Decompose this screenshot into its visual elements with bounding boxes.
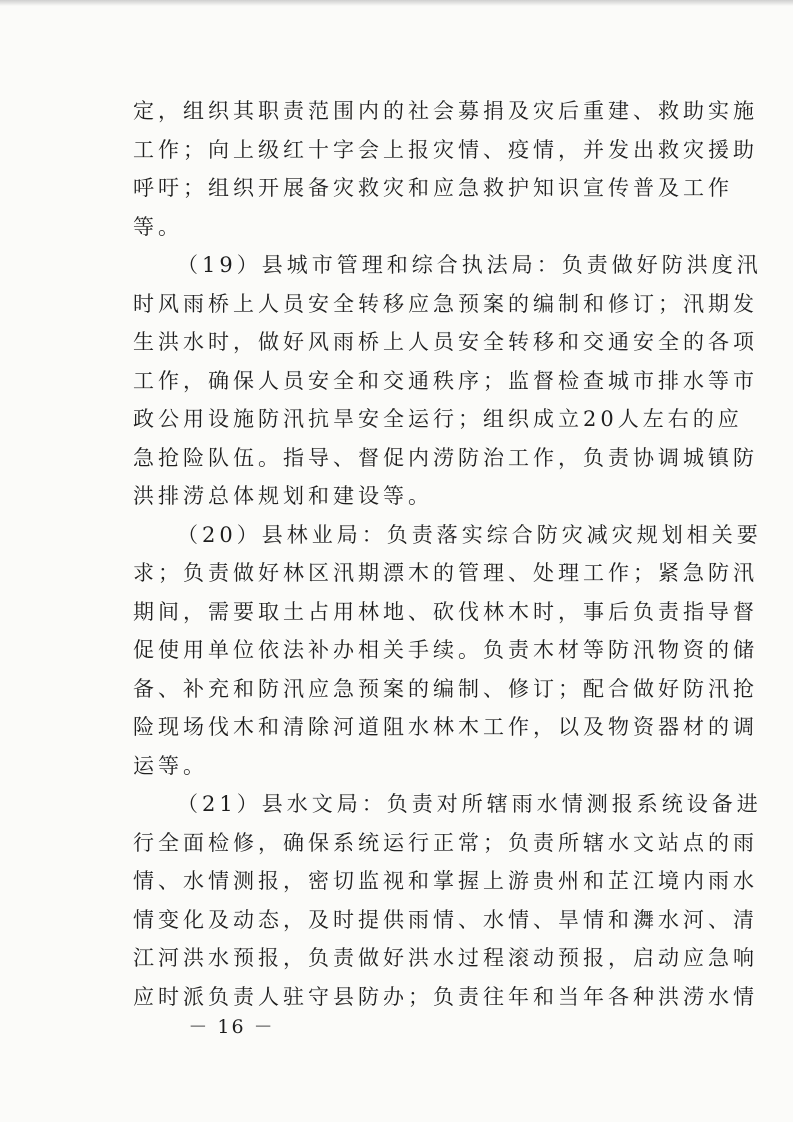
text-line: 行全面检修，确保系统运行正常；负责所辖水文站点的雨: [133, 830, 758, 855]
paragraph-start-21: （21）县水文局：负责对所辖雨水情测报系统设备进: [177, 792, 762, 816]
text-line: 江河洪水预报，负责做好洪水过程滚动预报，启动应急响: [133, 946, 758, 970]
paragraph-start-19: （19）县城市管理和综合执法局：负责做好防洪度汛: [177, 253, 762, 277]
page-number: [0, 1012, 793, 1039]
text-line: 情变化及动态，及时提供雨情、水情、旱情和㵲水河、清: [133, 907, 758, 932]
scan-edge: [0, 0, 793, 6]
text-line: 政公用设施防汛抗旱安全运行；组织成立20人左右的应: [133, 407, 743, 431]
text-line: 定，组织其职责范围内的社会募捐及灾后重建、救助实施: [133, 99, 758, 123]
text-line: 期间，需要取土占用林地、砍伐林木时，事后负责指导督: [133, 599, 758, 624]
text-line: 急抢险队伍。指导、督促内涝防治工作，负责协调城镇防: [133, 445, 758, 470]
page-number-text: － 16 －: [188, 1016, 275, 1038]
text-line: 备、补充和防汛应急预案的编制、修订；配合做好防汛抢: [133, 676, 758, 701]
text-line: 洪排涝总体规划和建设等。: [133, 484, 433, 508]
text-line: 促使用单位依法补办相关手续。负责木材等防汛物资的储: [133, 638, 758, 662]
text-line: 工作；向上级红十字会上报灾情、疫情，并发出救灾援助: [133, 137, 758, 162]
text-line: 险现场伐木和清除河道阻水林木工作，以及物资器材的调: [133, 715, 758, 739]
text-line: 时风雨桥上人员安全转移应急预案的编制和修订；汛期发: [133, 291, 758, 316]
text-line: 运等。: [133, 753, 208, 778]
paragraph-start-20: （20）县林业局：负责落实综合防灾减灾规划相关要: [177, 522, 762, 547]
text-line: 工作，确保人员安全和交通秩序；监督检查城市排水等市: [133, 368, 758, 393]
text-line: 求；负责做好林区汛期漂木的管理、处理工作；紧急防汛: [133, 561, 758, 585]
document-body: [133, 92, 762, 1016]
text-line: 情、水情测报，密切监视和掌握上游贵州和芷江境内雨水: [133, 869, 758, 893]
text-line: 生洪水时，做好风雨桥上人员安全转移和交通安全的各项: [133, 330, 758, 354]
text-line: 应时派负责人驻守县防办；负责往年和当年各种洪涝水情: [133, 984, 758, 1009]
text-line: 呼吁；组织开展备灾救灾和应急救护知识宣传普及工作: [133, 176, 733, 200]
text-line: 等。: [133, 214, 183, 239]
